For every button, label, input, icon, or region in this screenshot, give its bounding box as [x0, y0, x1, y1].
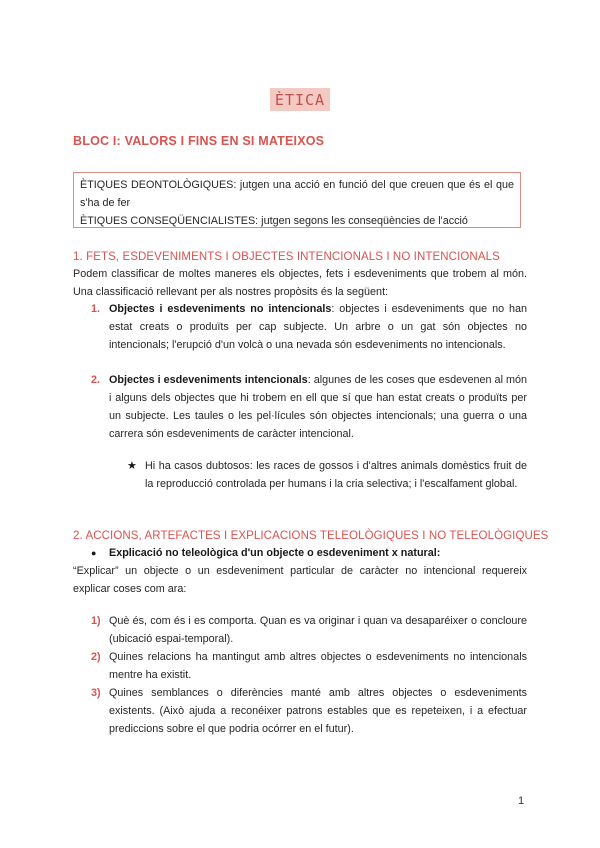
- section2-item1-number: 1): [91, 615, 101, 627]
- section1-note: Hi ha casos dubtosos: les races de gossos i d'altres animals domèstics fruit de la reproducció controlada per humans i la cria selectiva; i l'escalfament global.: [145, 460, 527, 490]
- section1-item2-term: Objectes i esdeveniments intencionals: [109, 374, 308, 386]
- section2-bullet-text: Explicació no teleològica d'un objecte o esdeveniment x natural:: [109, 547, 441, 559]
- bullet-dot-icon: ●: [91, 548, 97, 558]
- section2-bullet: [109, 544, 527, 562]
- definition-box: [73, 172, 521, 228]
- bloc-heading: BLOC I: VALORS I FINS EN SI MATEIXOS: [73, 134, 325, 148]
- page-number: 1: [518, 795, 525, 807]
- section1-item1-text: : objectes i esdeveniments que no han estat creats o produïts per cap subjecte. Un arbre o un gat són objectes no intencionals; l'erupció d'un volcà o una nevada són esdeveniments no intencionals.: [109, 303, 527, 351]
- section1-item1-number: 1.: [91, 303, 101, 315]
- section2-item3-number: 3): [91, 687, 101, 699]
- section1-item1: [109, 300, 527, 354]
- section1-item2: [109, 371, 527, 443]
- section1-intro: Podem classificar de moltes maneres els objectes, fets i esdeveniments que trobem al món. Una classificació rellevant per als nostres propòsits és la següent:: [73, 268, 527, 298]
- section2-item1: Què és, com és i es comporta. Quan es va originar i quan va desaparéixer o concloure (ubicació espai-temporal).: [109, 615, 527, 645]
- section2-item2: Quines relacions ha mantingut amb altres objectes o esdeveniments no intencionals mentre ha existit.: [109, 651, 527, 681]
- star-bullet-icon: ★: [127, 460, 137, 472]
- section2-intro: “Explicar” un objecte o un esdeveniment particular de caràcter no intencional requereix explicar coses com ara:: [73, 565, 527, 595]
- section2-heading: 2. ACCIONS, ARTEFACTES I EXPLICACIONS TELEOLÒGIQUES I NO TELEOLÒGIQUES: [73, 530, 549, 542]
- definition-deontological: ÈTIQUES DEONTOLÒGIQUES: jutgen una acció en funció del que creuen que és el que s'ha de fer: [80, 179, 514, 209]
- section1-item2-number: 2.: [91, 374, 101, 386]
- section2-item2-number: 2): [91, 651, 101, 663]
- section1-item2-text: : algunes de les coses que esdevenen al món i alguns dels objectes que hi trobem en ell que sí que han estat creats o produïts per un subjecte. Les taules o les pel·lícules són objectes intencionals; una guerra o una carrera són esdeveniments de caràcter intencional.: [109, 374, 527, 440]
- section1-item1-term: Objectes i esdeveniments no intencionals: [109, 303, 332, 315]
- title-container: [0, 88, 600, 111]
- page-title: ÈTICA: [270, 88, 330, 111]
- section2-item3: Quines semblances o diferències manté amb altres objectes o esdeveniments existents. (Això ajuda a reconéixer patrons estables que es repeteixen, i a efectuar prediccions sobre el que podria ocórrer en el futur).: [109, 687, 527, 735]
- definition-consequentialist: ÈTIQUES CONSEQÜENCIALISTES: jutgen segons les conseqüències de l'acció: [80, 215, 468, 227]
- section1-heading: 1. FETS, ESDEVENIMENTS I OBJECTES INTENCIONALS I NO INTENCIONALS: [73, 251, 500, 263]
